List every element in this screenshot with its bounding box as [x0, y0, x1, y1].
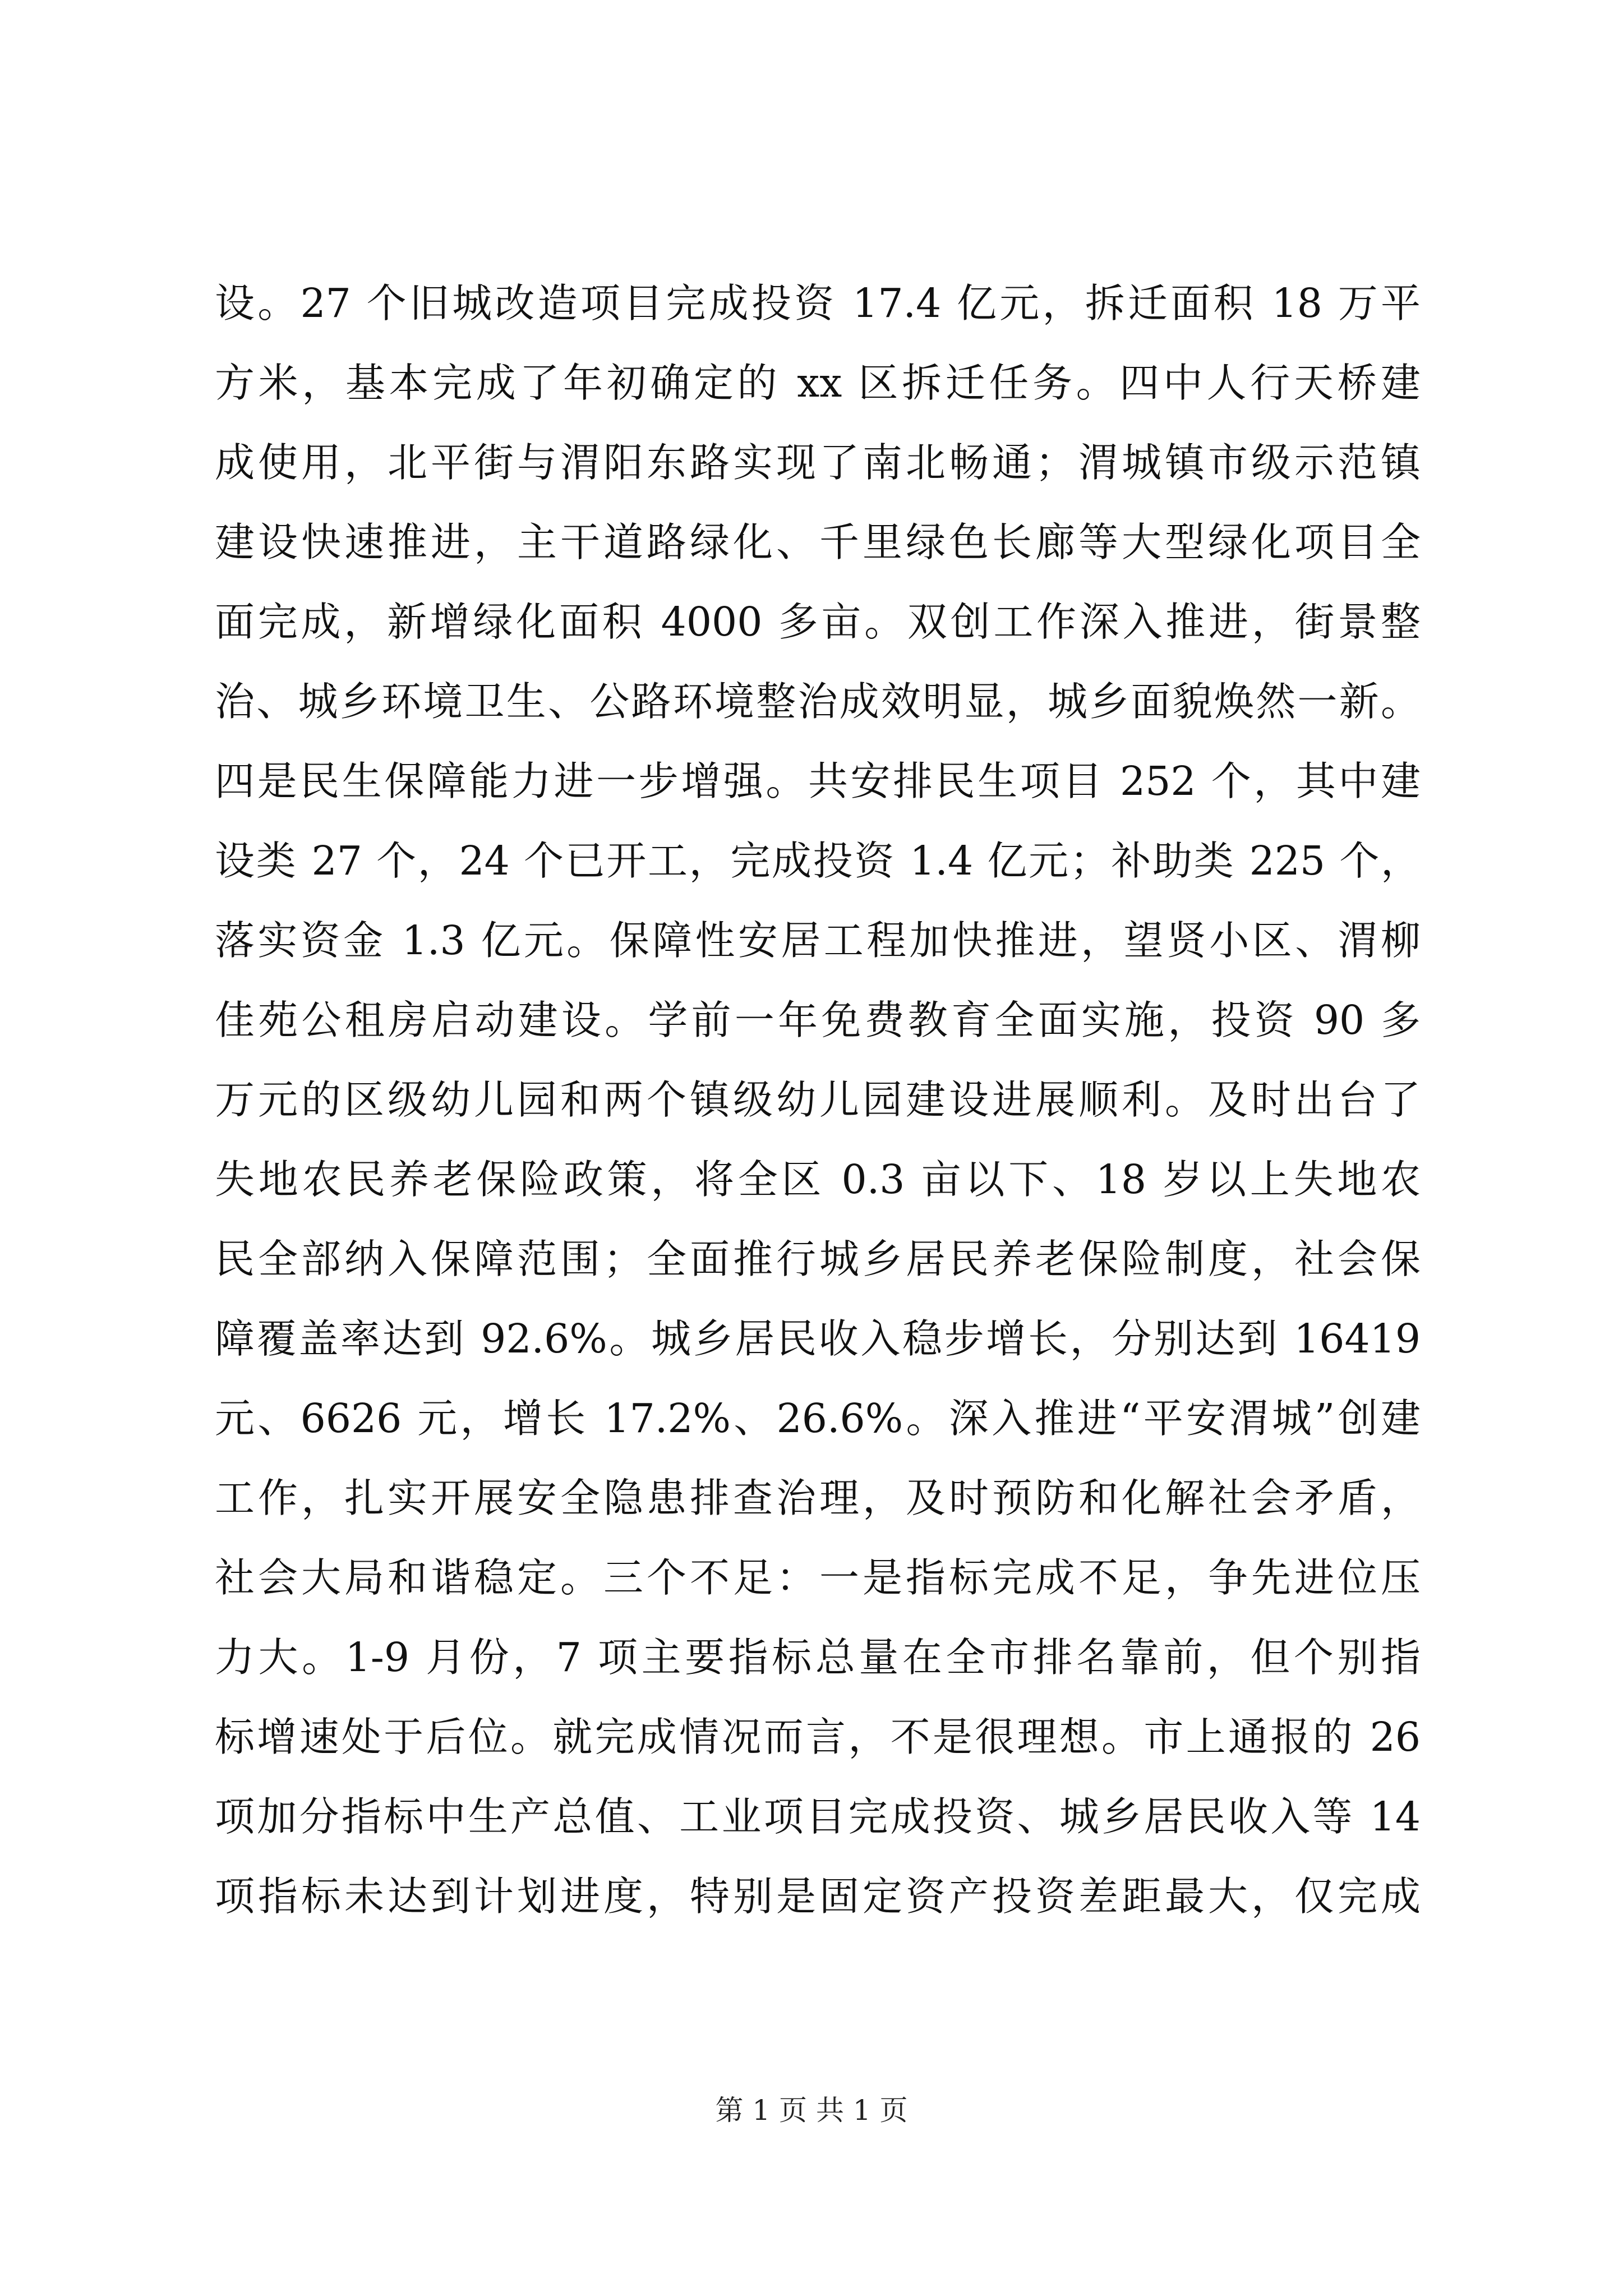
text-line: 成使用，北平街与渭阳东路实现了南北畅通；渭城镇市级示范镇: [215, 439, 1421, 486]
text-line: 万元的区级幼儿园和两个镇级幼儿园建设进展顺利。及时出台了: [215, 1076, 1421, 1123]
text-line: 社会大局和谐稳定。三个不足：一是指标完成不足，争先进位压: [215, 1554, 1421, 1601]
text-line: 设类 27 个，24 个已开工，完成投资 1.4 亿元；补助类 225 个，: [215, 838, 1421, 884]
text-line: 项加分指标中生产总值、工业项目完成投资、城乡居民收入等 14: [215, 1793, 1421, 1840]
text-line: 标增速处于后位。就完成情况而言，不是很理想。市上通报的 26: [215, 1714, 1421, 1760]
text-line: 失地农民养老保险政策，将全区 0.3 亩以下、18 岁以上失地农: [215, 1156, 1421, 1203]
text-line: 建设快速推进，主干道路绿化、千里绿色长廊等大型绿化项目全: [215, 519, 1421, 565]
text-line: 民全部纳入保障范围；全面推行城乡居民养老保险制度，社会保: [215, 1236, 1421, 1282]
text-line: 四是民生保障能力进一步增强。共安排民生项目 252 个，其中建: [215, 758, 1421, 804]
text-line: 落实资金 1.3 亿元。保障性安居工程加快推进，望贤小区、渭柳: [215, 917, 1421, 964]
text-line: 设。27 个旧城改造项目完成投资 17.4 亿元，拆迁面积 18 万平: [215, 280, 1421, 326]
page-number-label: 第 1 页 共 1 页: [715, 2094, 908, 2127]
text-line: 面完成，新增绿化面积 4000 多亩。双创工作深入推进，街景整: [215, 599, 1421, 645]
text-line: 佳苑公租房启动建设。学前一年免费教育全面实施，投资 90 多: [215, 997, 1421, 1043]
text-line: 力大。1-9 月份，7 项主要指标总量在全市排名靠前，但个别指: [215, 1634, 1421, 1681]
text-line: 障覆盖率达到 92.6%。城乡居民收入稳步增长，分别达到 16419: [215, 1315, 1421, 1362]
text-line: 治、城乡环境卫生、公路环境整治成效明显，城乡面貌焕然一新。: [215, 678, 1421, 725]
body-text: [215, 264, 1421, 1936]
page-footer: [0, 2088, 1623, 2128]
text-line: 方米，基本完成了年初确定的 xx 区拆迁任务。四中人行天桥建: [215, 360, 1421, 406]
text-line: 项指标未达到计划进度，特别是固定资产投资差距最大，仅完成: [215, 1873, 1421, 1920]
text-line: 工作，扎实开展安全隐患排查治理，及时预防和化解社会矛盾，: [215, 1475, 1421, 1521]
text-line: 元、6626 元，增长 17.2%、26.6%。深入推进“平安渭城”创建: [215, 1395, 1421, 1442]
